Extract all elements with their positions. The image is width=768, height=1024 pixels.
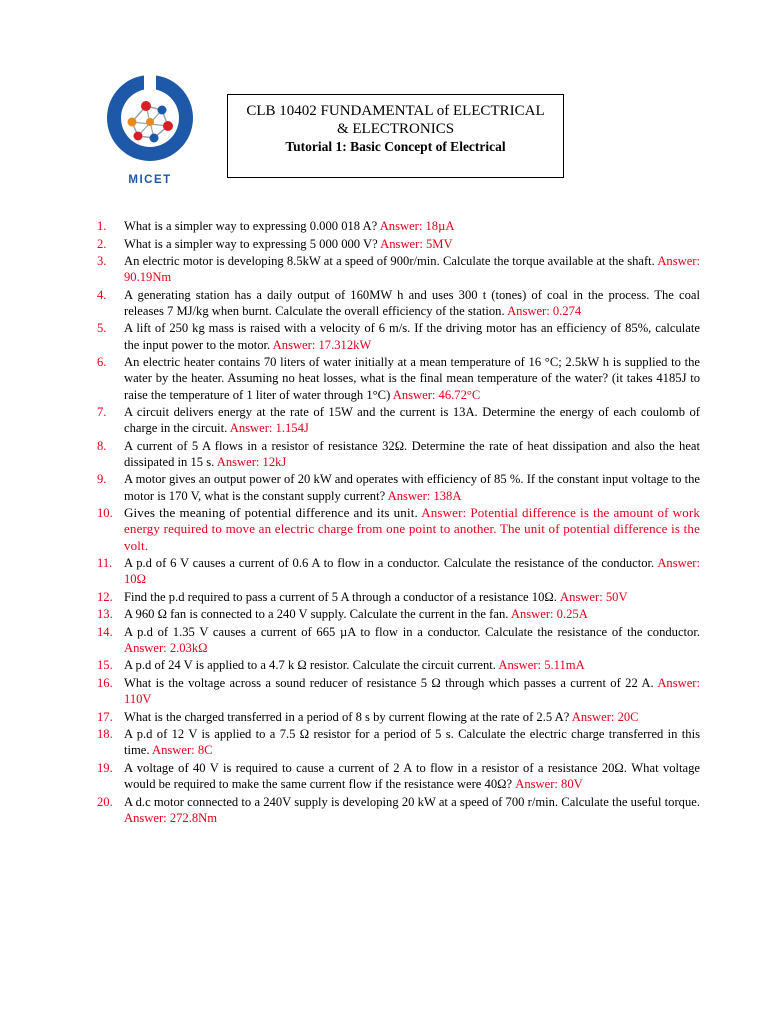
question-list xyxy=(97,218,700,827)
question-answer: Answer: 46.72°C xyxy=(392,387,481,402)
question-text: A p.d of 1.35 V causes a current of 665 µA to flow in a conductor. Calculate the resistance of the conductor. xyxy=(124,624,700,639)
question-number: 18. xyxy=(97,727,113,742)
question-number: 16. xyxy=(97,675,113,690)
question-number: 13. xyxy=(97,607,113,622)
question-item xyxy=(97,471,700,503)
question-item xyxy=(97,726,700,758)
question-answer: Answer: 1.154J xyxy=(229,421,309,436)
question-text: What is the voltage across a sound reducer of resistance 5 Ω through which passes a current of 22 A. xyxy=(124,675,658,690)
question-number: 10. xyxy=(97,506,113,521)
question-number: 4. xyxy=(97,287,107,302)
question-answer: Answer: 17.312kW xyxy=(272,337,372,352)
question-answer: Answer: 110V xyxy=(124,675,700,707)
question-text: A generating station has a daily output of 160MW h and uses 300 t (tones) of coal in the process. The coal releases 7 MJ/kg when burnt. Calculate the overall efficiency of the station. xyxy=(124,287,700,318)
question-text: Gives the meaning of potential difference and its unit. xyxy=(124,505,422,521)
question-item xyxy=(97,287,700,319)
question-text: An electric motor is developing 8.5kW at a speed of 900r/min. Calculate the torque available at the shaft. xyxy=(124,254,658,268)
course-title-line1: CLB 10402 FUNDAMENTAL of ELECTRICAL xyxy=(246,103,545,119)
question-text: A voltage of 40 V is required to cause a current of 2 A to flow in a resistor of a resistance 20Ω. What voltage would be required to make the same current flow if the resistance were 40Ω? xyxy=(124,760,700,792)
title-box xyxy=(227,94,564,178)
question-text: Find the p.d required to pass a current of 5 A through a conductor of a resistance 10Ω. xyxy=(124,589,561,604)
question-answer: Answer: Potential difference is the amount of work energy required to move an electric charge from one point to another. The unit of potential difference is the volt. xyxy=(124,505,700,553)
question-text: A current of 5 A flows in a resistor of resistance 32Ω. Determine the rate of heat dissipation and also the heat dissipated in 15 s. xyxy=(124,438,700,469)
question-number: 11. xyxy=(97,556,113,571)
question-number: 14. xyxy=(97,624,113,639)
question-item xyxy=(97,253,700,285)
question-text: A circuit delivers energy at the rate of 15W and the current is 13A. Determine the energy of each coulomb of charge in the circuit. xyxy=(124,405,700,436)
question-answer: Answer: 18µA xyxy=(379,219,455,233)
question-number: 6. xyxy=(97,355,107,370)
question-number: 19. xyxy=(97,760,113,775)
question-item xyxy=(97,794,700,826)
question-number: 20. xyxy=(97,794,113,809)
tutorial-subtitle: Tutorial 1: Basic Concept of Electrical xyxy=(285,139,506,154)
question-answer: Answer: 2.03kΩ xyxy=(124,640,208,655)
question-answer: Answer: 8C xyxy=(152,743,213,758)
question-answer: Answer: 0.25A xyxy=(510,607,588,622)
course-title-line2: & ELECTRONICS xyxy=(336,121,455,137)
question-item xyxy=(97,606,700,622)
question-answer: Answer: 50V xyxy=(560,589,628,604)
question-answer: Answer: 0.274 xyxy=(507,303,582,318)
question-text: What is the charged transferred in a period of 8 s by current flowing at the rate of 2.5 A? xyxy=(124,709,572,724)
question-text: An electric heater contains 70 liters of water initially at a mean temperature of 16 °C; 2.5kW h is supplied to the water by the heater. Assuming no heat losses, what is the final mean temperature of the water? (it takes 4185J to raise the temperature of 1 liter of water through 1°C) xyxy=(124,355,700,402)
question-item xyxy=(97,236,700,252)
question-text: A motor gives an output power of 20 kW and operates with efficiency of 85 %. If the constant input voltage to the motor is 170 V, what is the constant supply current? xyxy=(124,472,700,503)
question-answer: Answer: 5MV xyxy=(380,236,453,251)
question-item xyxy=(97,555,700,587)
question-number: 8. xyxy=(97,438,107,453)
question-item xyxy=(97,354,700,403)
question-text: A d.c motor connected to a 240V supply is developing 20 kW at a speed of 700 r/min. Calculate the useful torque. xyxy=(124,794,700,809)
question-number: 1. xyxy=(97,219,107,233)
question-text: A p.d of 6 V causes a current of 0.6 A to flow in a conductor. Calculate the resistance of the conductor. xyxy=(124,556,658,571)
question-number: 2. xyxy=(97,236,107,251)
question-item xyxy=(97,589,700,605)
question-item xyxy=(97,624,700,656)
question-text: A p.d of 24 V is applied to a 4.7 k Ω resistor. Calculate the circuit current. xyxy=(124,658,499,673)
question-text: A lift of 250 kg mass is raised with a velocity of 6 m/s. If the driving motor has an efficiency of 85%, calculate the input power to the motor. xyxy=(124,321,700,352)
question-text: What is a simpler way to expressing 5 000 000 V? xyxy=(124,236,381,251)
question-number: 9. xyxy=(97,472,107,487)
question-number: 3. xyxy=(97,254,107,268)
micet-logo xyxy=(88,64,212,196)
question-item xyxy=(97,404,700,436)
question-text: A p.d of 12 V is applied to a 7.5 Ω resistor for a period of 5 s. Calculate the electric charge transferred in this time. xyxy=(124,727,700,758)
question-answer: Answer: 5.11mA xyxy=(498,658,585,673)
question-item xyxy=(97,438,700,470)
question-number: 7. xyxy=(97,405,107,420)
question-answer: Answer: 10Ω xyxy=(124,556,700,587)
question-text: A 960 Ω fan is connected to a 240 V supply. Calculate the current in the fan. xyxy=(124,607,511,622)
question-number: 12. xyxy=(97,589,113,604)
question-answer: Answer: 12kJ xyxy=(216,454,287,469)
micet-logo-emblem xyxy=(88,64,212,174)
question-item xyxy=(97,760,700,792)
question-answer: Answer: 90.19Nm xyxy=(124,254,700,285)
logo-wordmark: MICET xyxy=(128,174,172,186)
question-answer: Answer: 20C xyxy=(571,709,639,724)
question-item xyxy=(97,218,700,234)
question-item xyxy=(97,505,700,554)
question-answer: Answer: 138A xyxy=(387,488,462,503)
question-item xyxy=(97,320,700,352)
question-item xyxy=(97,675,700,707)
question-answer: Answer: 80V xyxy=(515,777,583,792)
question-answer: Answer: 272.8Nm xyxy=(124,810,218,825)
question-number: 17. xyxy=(97,709,113,724)
question-item xyxy=(97,657,700,673)
question-number: 15. xyxy=(97,658,113,673)
question-number: 5. xyxy=(97,321,107,336)
question-text: What is a simpler way to expressing 0.000 018 A? xyxy=(124,219,380,233)
question-item xyxy=(97,709,700,725)
